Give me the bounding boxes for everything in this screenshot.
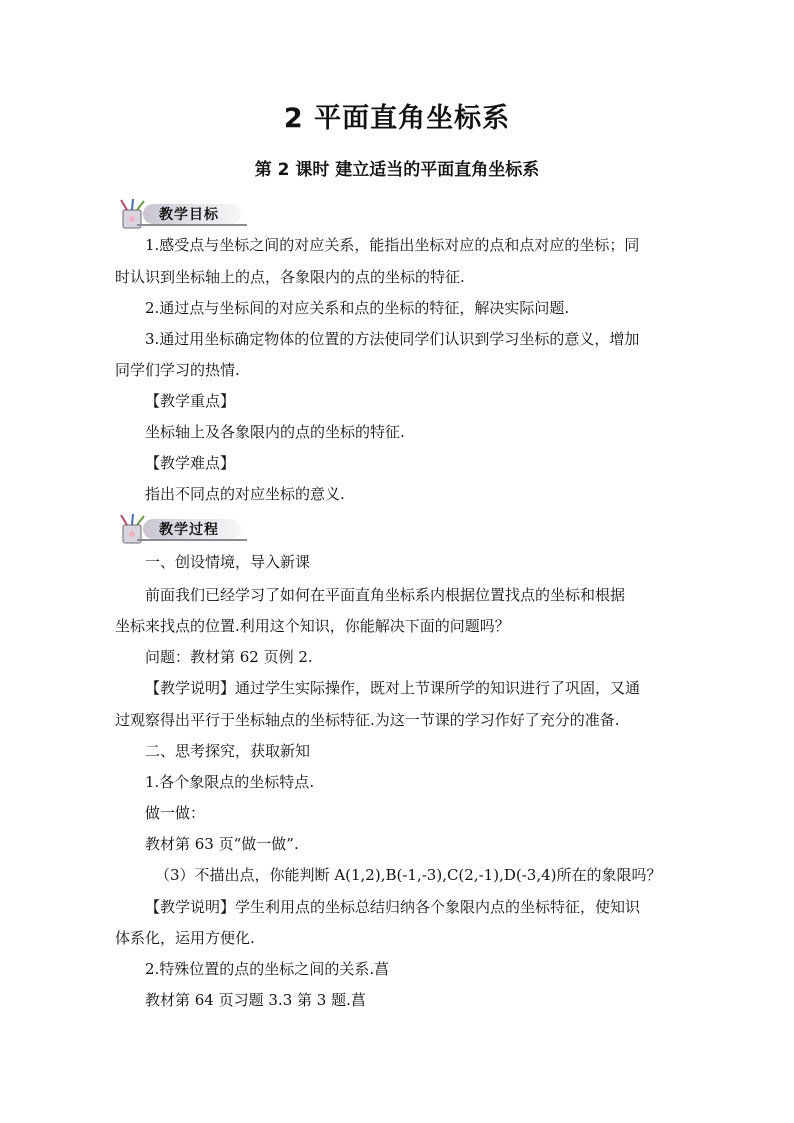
key-point-label: 【教学重点】: [145, 392, 236, 410]
difficult-point-text: 指出不同点的对应坐标的意义.: [145, 485, 345, 503]
goal-2: 2.通过点与坐标间的对应关系和点的坐标的特征，解决实际问题.: [145, 299, 570, 317]
teaching-note-1-line-2: 过观察得出平行于坐标轴点的坐标特征.为这一节课的学习作好了充分的准备.: [115, 711, 620, 729]
section-label: 教学过程: [159, 522, 219, 538]
process-intro-line-1: 前面我们已经学习了如何在平面直角坐标系内根据位置找点的坐标和根据: [145, 586, 626, 604]
goal-3-line-1: 3.通过用坐标确定物体的位置的方法使同学们认识到学习坐标的意义，增加: [145, 330, 640, 348]
process-heading-1: 一、创设情境，导入新课: [145, 553, 311, 571]
page-title: 2 平面直角坐标系: [283, 103, 511, 134]
section-underline: [137, 539, 247, 541]
key-point-text: 坐标轴上及各象限内的点的坐标的特征.: [145, 423, 405, 441]
section-underline: [137, 224, 247, 226]
process-item-2: 2.特殊位置的点的坐标之间的关系.菖: [145, 960, 390, 978]
process-question-3: （3）不描出点，你能判断 A(1,2),B(-1,-3),C(2,-1),D(-3,4)所在的象限吗？: [155, 866, 662, 884]
process-question: 问题：教材第 62 页例 2.: [145, 648, 313, 666]
teaching-note-2-line-2: 体系化，运用方便化.: [115, 929, 255, 947]
process-textbook-64: 教材第 64 页习题 3.3 第 3 题.菖: [145, 991, 366, 1009]
process-do-label: 做一做：: [145, 804, 206, 822]
difficult-point-label: 【教学难点】: [145, 454, 236, 472]
goal-1-line-2: 时认识到坐标轴上的点，各象限内的点的坐标的特征.: [115, 268, 465, 286]
teaching-note-1-line-1: 【教学说明】通过学生实际操作，既对上节课所学的知识进行了巩固，又通: [145, 679, 641, 697]
section-header-goals: [115, 198, 255, 228]
process-textbook-63: 教材第 63 页“做一做”.: [145, 835, 299, 853]
process-item-1: 1.各个象限点的坐标特点.: [145, 773, 315, 791]
goal-3-line-2: 同学们学习的热情.: [115, 361, 240, 379]
section-label: 教学目标: [159, 207, 219, 223]
section-header-process: [115, 513, 255, 543]
process-intro-line-2: 坐标来找点的位置.利用这个知识，你能解决下面的问题吗？: [115, 617, 510, 635]
goal-1-line-1: 1.感受点与坐标之间的对应关系，能指出坐标对应的点和点对应的坐标；同: [145, 236, 640, 254]
process-heading-2: 二、思考探究，获取新知: [145, 742, 311, 760]
teaching-note-2-line-1: 【教学说明】学生利用点的坐标总结归纳各个象限内点的坐标特征，使知识: [145, 898, 641, 916]
lesson-subtitle: 第 2 课时 建立适当的平面直角坐标系: [254, 160, 540, 180]
